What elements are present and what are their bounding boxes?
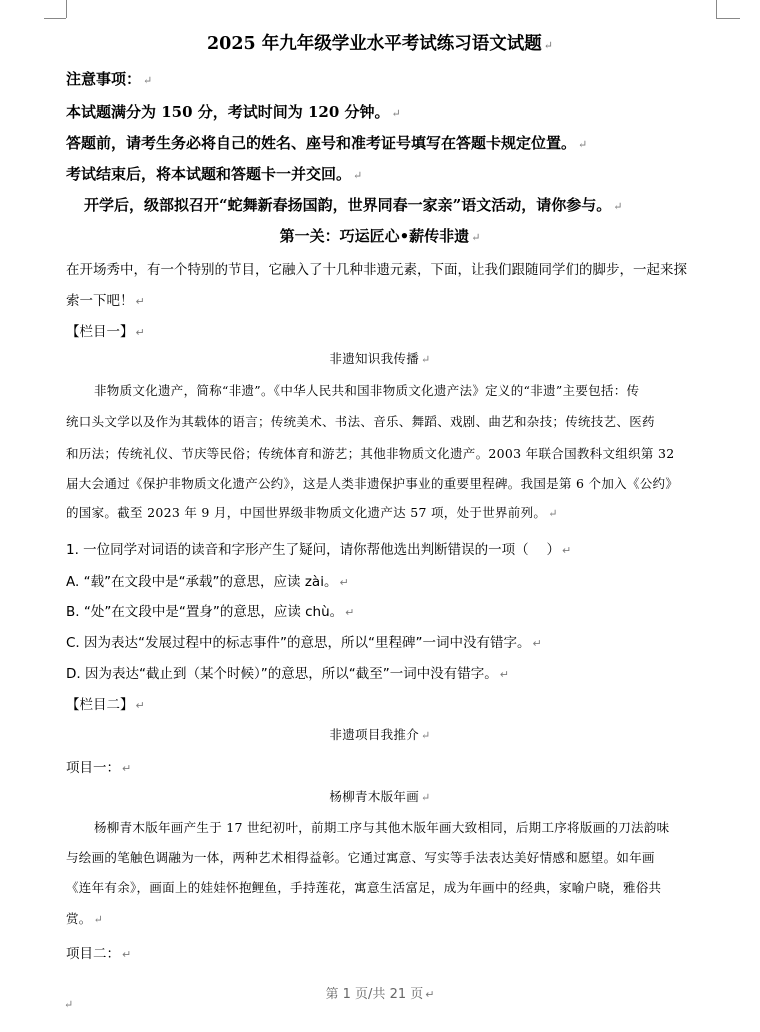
answer-option-d: D. 因为表达“截止到（某个时候）”的意思，所以“截至”一词中没有错字。 ↵	[66, 666, 509, 682]
paragraph-mark-icon: ↵	[64, 998, 74, 1011]
answer-option-b: B. “处”在文段中是“置身”的意思，应读 chù。 ↵	[66, 604, 355, 620]
question-stem: 1. 一位同学对词语的读音和字形产生了疑问，请你帮他选出判断错误的一项（ ） ↵	[66, 542, 572, 558]
document-title: 2025 年九年级学业水平考试练习语文试题 ↵	[206, 34, 554, 54]
passage-line: 《连年有余》，画面上的娃娃怀抱鲤鱼，手持莲花，寓意生活富足，成为年画中的经典，家喻户晓，雅俗共	[66, 880, 662, 895]
paragraph-mark-icon: ↵	[93, 913, 104, 926]
notice-line: 答题前，请考生务必将自己的姓名、座号和准考证号填写在答题卡规定位置。 ↵	[66, 134, 588, 152]
answer-option-c: C. 因为表达“发展过程中的标志事件”的意思，所以“里程碑”一词中没有错字。 ↵	[66, 635, 542, 651]
paragraph-mark-icon: ↵	[425, 988, 435, 1001]
paragraph-mark-icon: ↵	[421, 353, 431, 366]
paragraph-mark-icon: ↵	[471, 231, 481, 244]
paragraph-mark-icon: ↵	[345, 606, 355, 619]
passage-line: 杨柳青木版年画产生于 17 世纪初叶，前期工序与其他木版年画大致相同，后期工序将版画的刀法韵味	[94, 820, 670, 835]
section-paragraph: 索一下吧！ ↵	[66, 293, 145, 309]
passage-line: 的国家。截至 2023 年 9 月，中国世界级非物质文化遗产达 57 项，处于世界前列。 ↵	[66, 505, 558, 520]
notice-line: 本试题满分为 150 分，考试时间为 120 分钟。 ↵	[66, 103, 401, 121]
paragraph-mark-icon: ↵	[421, 729, 431, 742]
section-title: 第一关：巧运匠心•薪传非遗 ↵	[279, 227, 481, 245]
paragraph-mark-icon: ↵	[543, 39, 554, 52]
passage-title: 非遗项目我推介 ↵	[329, 727, 431, 742]
answer-option-a: A. “载”在文段中是“承载”的意思，应读 zài。 ↵	[66, 574, 349, 590]
passage-line: 与绘画的笔触色调融为一体，两种艺术相得益彰。它通过寓意、写实等手法表达美好情感和愿望。如年画	[66, 850, 655, 865]
paragraph-mark-icon: ↵	[578, 138, 588, 151]
passage-line: 和历法；传统礼仪、节庆等民俗；传统体育和游艺；其他非物质文化遗产。2003 年联合国教科文组织第 32	[66, 446, 675, 461]
crop-mark-top-right	[716, 18, 740, 19]
paragraph-mark-icon: ↵	[135, 295, 145, 308]
paragraph-mark-icon: ↵	[135, 326, 145, 339]
item-label: 项目一： ↵	[66, 760, 132, 776]
passage-line: 赏。 ↵	[66, 911, 104, 926]
paragraph-mark-icon: ↵	[122, 948, 132, 961]
column-label: 【栏目一】 ↵	[66, 324, 145, 340]
page-footer: 第 1 页/共 21 页 ↵	[325, 987, 435, 1002]
passage-title: 非遗知识我传播 ↵	[329, 351, 431, 366]
paragraph-mark-icon: ↵	[391, 107, 401, 120]
paragraph-mark-icon: ↵	[561, 544, 572, 557]
column-label: 【栏目二】 ↵	[66, 697, 145, 713]
notice-line: 考试结束后，将本试题和答题卡一并交回。 ↵	[66, 165, 363, 183]
paragraph-mark-icon: ↵	[421, 791, 431, 804]
crop-mark-top-left	[66, 0, 67, 18]
paragraph-mark-icon: ↵	[135, 699, 145, 712]
passage-line: 统口头文学以及作为其载体的语言；传统美术、书法、音乐、舞蹈、戏剧、曲艺和杂技；传统技艺、医药	[66, 414, 655, 429]
crop-mark-top-right	[716, 0, 717, 18]
paragraph-mark-icon: ↵	[122, 762, 132, 775]
paragraph-mark-icon: ↵	[143, 74, 153, 87]
paragraph-mark-icon: ↵	[548, 507, 558, 520]
paragraph-mark-icon: ↵	[532, 637, 542, 650]
paragraph-mark-icon: ↵	[353, 169, 363, 182]
paragraph-mark-icon: ↵	[613, 200, 623, 213]
crop-mark-top-left	[44, 18, 66, 19]
activity-intro: 开学后，级部拟召开“蛇舞新春扬国韵，世界同春一家亲”语文活动，请你参与。 ↵	[84, 196, 623, 214]
item-label: 项目二： ↵	[66, 946, 132, 962]
passage-line: 届大会通过《保护非物质文化遗产公约》，这是人类非遗保护事业的重要里程碑。我国是第 6 个加入《公约》	[66, 476, 679, 491]
passage-line: 非物质文化遗产，简称“非遗”。《中华人民共和国非物质文化遗产法》定义的“非遗”主要包括：传	[94, 383, 640, 398]
paragraph-mark-icon: ↵	[499, 668, 509, 681]
section-paragraph: 在开场秀中，有一个特别的节目，它融入了十几种非遗元素，下面，让我们跟随同学们的脚步，一起来探	[66, 262, 687, 278]
item-title: 杨柳青木版年画 ↵	[329, 789, 431, 804]
paragraph-mark-icon: ↵	[339, 576, 349, 589]
notice-heading: 注意事项： ↵	[66, 70, 153, 88]
